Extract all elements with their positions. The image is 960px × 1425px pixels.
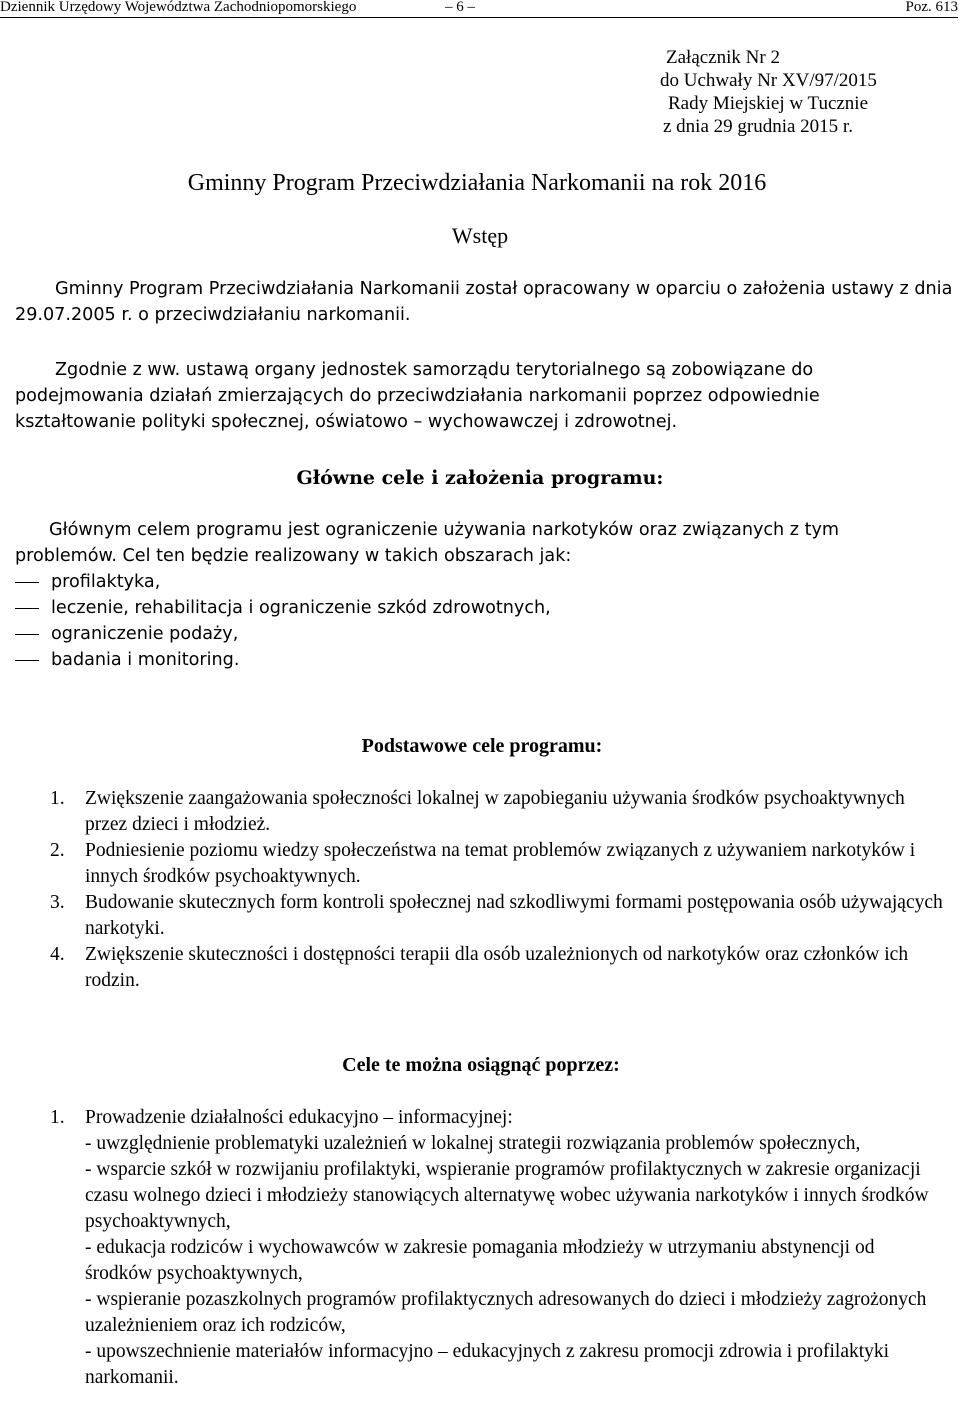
- annex-block: [640, 46, 877, 138]
- means-subitem: [50, 1157, 940, 1235]
- goal-area-text: ograniczenie podaży,: [51, 624, 239, 644]
- means-subitem: [50, 1131, 940, 1157]
- basic-goal-text: Podniesienie poziomu wiedzy społeczeństwa na temat problemów związanych z używaniem narkotyków i innych środków psychoaktywnych.: [85, 840, 916, 887]
- basic-goal-number: 3.: [50, 892, 65, 913]
- journal-title: Dziennik Urzędowy Województwa Zachodniopomorskiego: [0, 0, 357, 15]
- goal-area-item: [15, 569, 945, 595]
- annex-line-1: Załącznik Nr 2: [666, 47, 780, 68]
- means-item: [50, 1105, 940, 1131]
- basic-goals-heading: Podstawowe cele programu:: [361, 735, 603, 757]
- annex-line-3: Rady Miejskiej w Tucznie: [668, 93, 869, 114]
- intro-paragraph-2: [15, 357, 945, 435]
- basic-goal-text: Budowanie skutecznych form kontroli społecznej nad szkodliwymi formami postępowania osób używających narkotyki.: [85, 892, 943, 939]
- page-number: – 6 –: [445, 0, 475, 15]
- position-number: Poz. 613: [905, 0, 958, 15]
- intro-paragraph-1: [15, 276, 960, 328]
- goal-area-text: leczenie, rehabilitacja i ograniczenie szkód zdrowotnych,: [51, 598, 551, 618]
- basic-goal-item: [50, 890, 945, 942]
- basic-goal-text: Zwiększenie zaangażowania społeczności lokalnej w zapobieganiu używania środków psychoaktywnych przez dzieci i młodzież.: [85, 788, 905, 835]
- means-item-number: 1.: [50, 1107, 65, 1128]
- means-subitem-text: - wspieranie pozaszkolnych programów profilaktycznych adresowanych do dzieci i młodzieży zagrożonych uzależnieniem oraz ich rodziców,: [85, 1289, 927, 1336]
- basic-goals-list: [50, 786, 945, 994]
- goal-area-text: badania i monitoring.: [51, 650, 240, 670]
- goal-area-item: [15, 621, 945, 647]
- basic-goal-text: Zwiększenie skuteczności i dostępności terapii dla osób uzależnionych od narkotyków oraz członków ich rodzin.: [85, 944, 909, 991]
- page-header: [0, 0, 960, 16]
- means-subitem: [50, 1287, 940, 1339]
- means-list: [50, 1105, 940, 1391]
- means-heading: Cele te można osiągnąć poprzez:: [342, 1054, 620, 1076]
- means-subitem-text: - wsparcie szkół w rozwijaniu profilaktyki, wspieranie programów profilaktycznych w zakresie organizacji czasu wolnego dzieci i młodzieży stanowiących alternatywę wobec używania narkotyków i innych środków psychoaktywnych,: [85, 1159, 929, 1232]
- goal-area-item: [15, 647, 945, 673]
- main-goals-block: [15, 517, 945, 673]
- means-subitem-text: - uwzględnienie problematyki uzależnień w lokalnej strategii rozwiązania problemów społecznych,: [85, 1133, 861, 1154]
- header-divider: [0, 17, 958, 18]
- main-goals-text: Głównym celem programu jest ograniczenie używania narkotyków oraz związanych z tym problemów. Cel ten będzie realizowany w takich obszarach jak:: [15, 520, 840, 566]
- intro-p2-text: Zgodnie z ww. ustawą organy jednostek samorządu terytorialnego są zobowiązane do podejmowania działań zmierzających do przeciwdziałania narkomanii poprzez odpowiednie kształtowanie polityki społecznej, oświatowo – wychowawczej i zdrowotnej.: [15, 360, 820, 432]
- intro-p1-text: Gminny Program Przeciwdziałania Narkomanii został opracowany w oparciu o założenia ustawy z dnia 29.07.2005 r. o przeciwdziałaniu narkomanii.: [15, 279, 953, 325]
- document-title: Gminny Program Przeciwdziałania Narkomanii na rok 2016: [187, 170, 767, 196]
- annex-line-4: z dnia 29 grudnia 2015 r.: [663, 116, 853, 137]
- intro-heading: Wstęp: [451, 223, 509, 248]
- means-subitem-text: - edukacja rodziców i wychowawców w zakresie pomagania młodzieży w utrzymaniu abstynencji od środków psychoaktywnych,: [85, 1237, 875, 1284]
- basic-goal-number: 1.: [50, 788, 65, 809]
- main-goals-heading: Główne cele i założenia programu:: [296, 467, 664, 489]
- means-item-title: Prowadzenie działalności edukacyjno – informacyjnej:: [85, 1107, 513, 1128]
- means-subitem: [50, 1339, 940, 1391]
- goal-area-item: [15, 595, 945, 621]
- basic-goal-number: 2.: [50, 840, 65, 861]
- annex-line-2: do Uchwały Nr XV/97/2015: [660, 70, 877, 91]
- basic-goal-item: [50, 786, 945, 838]
- basic-goal-item: [50, 942, 945, 994]
- basic-goal-item: [50, 838, 945, 890]
- means-subitem-text: - upowszechnienie materiałów informacyjno – edukacyjnych z zakresu promocji zdrowia i profilaktyki narkomanii.: [85, 1341, 890, 1388]
- goal-area-text: profilaktyka,: [51, 572, 161, 592]
- basic-goal-number: 4.: [50, 944, 65, 965]
- means-subitem: [50, 1235, 940, 1287]
